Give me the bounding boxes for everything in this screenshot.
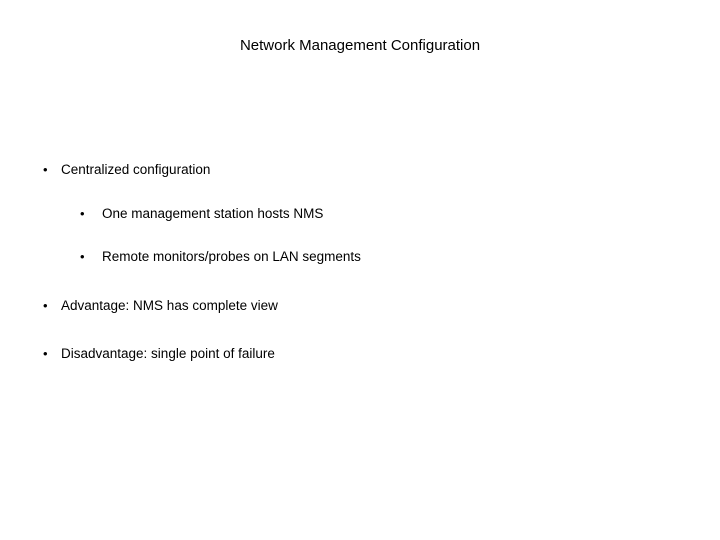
bullet-item-disadvantage [43, 345, 275, 363]
bullet-text: Disadvantage: single point of failure [61, 346, 275, 361]
bullet-text: Remote monitors/probes on LAN segments [102, 249, 361, 264]
bullet-dot: • [43, 298, 48, 313]
bullet-dot: • [80, 249, 85, 264]
bullet-text: Centralized configuration [61, 162, 211, 177]
bullet-item-centralized [43, 161, 210, 179]
bullet-dot: • [80, 206, 85, 221]
bullet-text: One management station hosts NMS [102, 206, 324, 221]
bullet-dot: • [43, 346, 48, 361]
bullet-item-management-station [80, 205, 323, 223]
slide-title: Network Management Configuration [239, 37, 481, 54]
bullet-text: Advantage: NMS has complete view [61, 298, 278, 313]
bullet-item-remote-monitors [80, 248, 361, 266]
bullet-dot: • [43, 162, 48, 177]
bullet-item-advantage [43, 297, 278, 315]
